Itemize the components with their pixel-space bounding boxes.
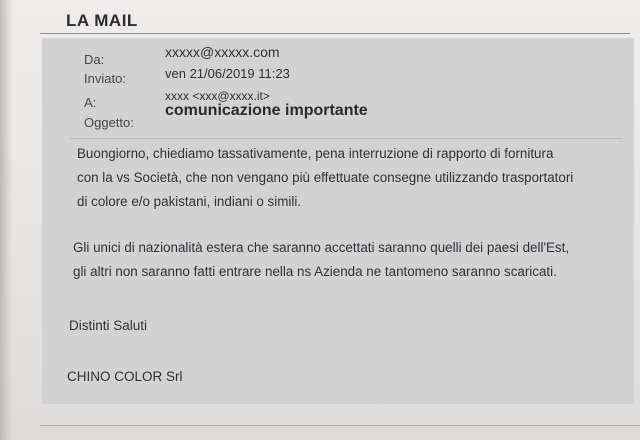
closing: Distinti Saluti [69,318,148,333]
signature: CHINO COLOR Srl [67,369,183,384]
sent-value: ven 21/06/2019 11:23 [165,66,290,81]
page-edge-shadow [0,0,12,440]
section-title: LA MAIL [66,11,138,30]
to-label: A: [84,95,97,110]
body-paragraph-1 [77,142,622,214]
sent-label: Inviato: [84,71,126,86]
subject-value: comunicazione importante [165,102,368,119]
title-rule [40,33,630,34]
to-value: xxxx <xxx@xxxx.it> [165,89,270,103]
body-line: gli altri non saranno fatti entrare nella ns Azienda ne tantomeno saranno scaricati. [73,264,557,279]
body-line: Buongiorno, chiediamo tassativamente, pena interruzione di rapporto di fornitura [77,146,554,161]
bottom-rule [40,425,640,426]
email-printout [42,38,634,404]
body-line: Gli unici di nazionalità estera che saranno accettati saranno quelli dei paesi dell'Est, [73,240,570,255]
from-value: xxxxx@xxxxx.com [165,44,280,60]
header-divider [70,138,622,139]
from-label: Da: [84,52,105,67]
body-line: di colore e/o pakistani, indiani o simili. [77,194,302,209]
subject-label: Oggetto: [84,115,134,130]
body-paragraph-2 [73,236,618,284]
body-line: con la vs Società, che non vengano più effettuate consegne utilizzando trasportatori [77,170,574,185]
